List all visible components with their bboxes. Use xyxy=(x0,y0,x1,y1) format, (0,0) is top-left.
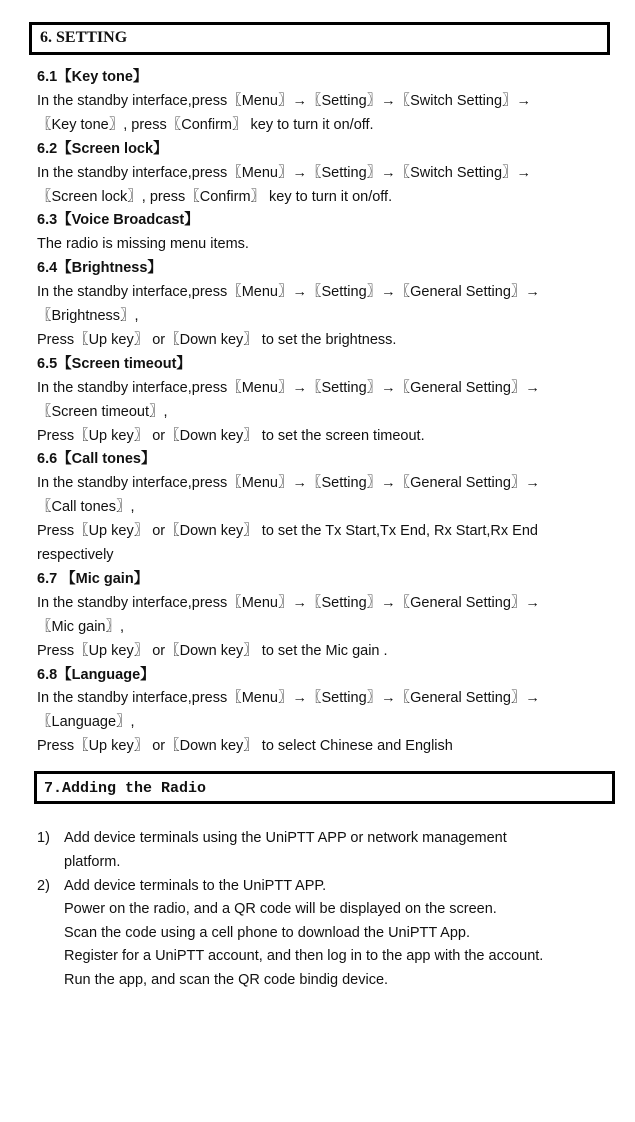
instruction-line: In the standby interface,press〖Menu〗→〖Setting〗→〖General Setting〗→ xyxy=(37,284,540,301)
subsection-title: 6.2【Screen lock】 xyxy=(37,140,168,157)
list-item-text: Add device terminals using the UniPTT APP or network management xyxy=(64,830,507,846)
section-6-heading: 6. SETTING xyxy=(40,29,128,46)
list-item-text: Scan the code using a cell phone to download the UniPTT App. xyxy=(64,924,471,941)
instruction-line: 〖Brightness〗, xyxy=(37,308,139,324)
subsection-title: 6.5【Screen timeout】 xyxy=(37,355,191,372)
instruction-line: Press〖Up key〗 or〖Down key〗 to set the screen timeout. xyxy=(37,427,425,444)
instruction-line: Press〖Up key〗 or〖Down key〗 to set the brightness. xyxy=(37,331,397,348)
instruction-line: In the standby interface,press〖Menu〗→〖Setting〗→〖General Setting〗→ xyxy=(37,475,540,492)
instruction-line: 〖Language〗, xyxy=(37,714,135,731)
list-item-text: Add device terminals to the UniPTT APP. xyxy=(64,877,327,894)
instruction-line: Press〖Up key〗 or〖Down key〗 to set the Tx Start,Tx End, Rx Start,Rx End xyxy=(37,523,538,540)
instruction-line: In the standby interface,press〖Menu〗→〖Setting〗→〖Switch Setting〗→ xyxy=(37,164,532,181)
instruction-line: respectively xyxy=(37,547,114,563)
instruction-line: In the standby interface,press〖Menu〗→〖Setting〗→〖General Setting〗→ xyxy=(37,379,540,396)
list-item-number: 2) xyxy=(37,877,50,894)
subsection-title: 6.7 【Mic gain】 xyxy=(37,570,149,587)
instruction-line: 〖Screen lock〗, press〖Confirm〗 key to turn it on/off. xyxy=(37,188,393,205)
subsection-title: 6.3【Voice Broadcast】 xyxy=(37,212,199,229)
instruction-line: In the standby interface,press〖Menu〗→〖Setting〗→〖Switch Setting〗→ xyxy=(37,92,532,109)
list-item-text: Run the app, and scan the QR code bindig device. xyxy=(64,971,389,988)
instruction-line: 〖Key tone〗, press〖Confirm〗 key to turn it on/off. xyxy=(37,116,374,133)
instruction-line: Press〖Up key〗 or〖Down key〗 to set the Mic gain . xyxy=(37,642,388,659)
section-7-heading-box xyxy=(34,771,615,804)
instruction-line: 〖Screen timeout〗, xyxy=(37,403,168,420)
instruction-line: In the standby interface,press〖Menu〗→〖Setting〗→〖General Setting〗→ xyxy=(37,594,540,611)
instruction-line: Press〖Up key〗 or〖Down key〗 to select Chinese and English xyxy=(37,738,453,755)
instruction-line: 〖Mic gain〗, xyxy=(37,618,125,635)
subsection-title: 6.6【Call tones】 xyxy=(37,451,156,468)
section-7-heading: 7.Adding the Radio xyxy=(44,780,207,797)
list-item-number: 1) xyxy=(37,830,50,846)
list-item-text: Power on the radio, and a QR code will be displayed on the screen. xyxy=(64,901,497,917)
instruction-line: The radio is missing menu items. xyxy=(37,236,249,253)
subsection-title: 6.8【Language】 xyxy=(37,666,155,683)
instruction-line: 〖Call tones〗, xyxy=(37,499,135,516)
subsection-title: 6.4【Brightness】 xyxy=(37,260,162,277)
section-6-heading-box xyxy=(29,22,610,55)
subsection-title: 6.1【Key tone】 xyxy=(37,69,148,85)
list-item-text: Register for a UniPTT account, and then log in to the app with the account. xyxy=(64,948,544,964)
list-item-text: platform. xyxy=(64,853,121,870)
instruction-line: In the standby interface,press〖Menu〗→〖Setting〗→〖General Setting〗→ xyxy=(37,690,540,707)
